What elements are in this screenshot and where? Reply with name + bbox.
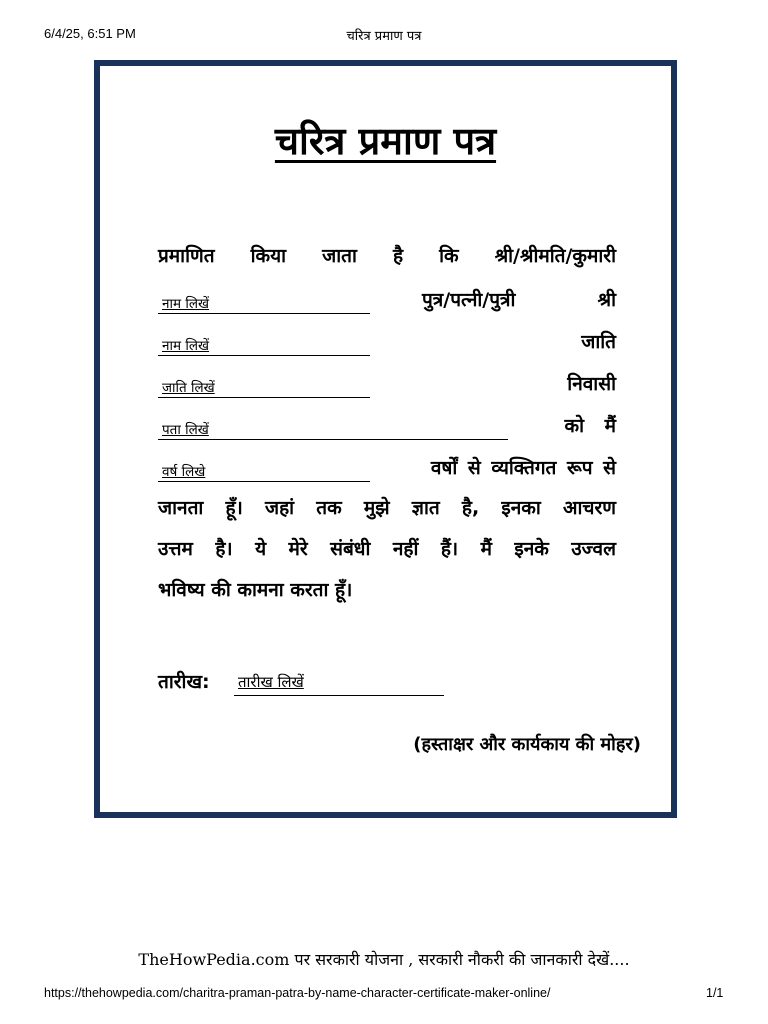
print-datetime: 6/4/25, 6:51 PM bbox=[44, 26, 136, 41]
intro-words bbox=[158, 242, 616, 268]
resident-label: निवासी bbox=[567, 373, 616, 395]
intro-word: श्री/श्रीमति/कुमारी bbox=[494, 245, 616, 267]
name-underline-1 bbox=[158, 313, 370, 314]
years-row bbox=[158, 454, 616, 486]
years-text: वर्षों से व्यक्तिगत रूप से bbox=[430, 457, 616, 479]
certificate-paragraph bbox=[158, 488, 616, 611]
years-underline bbox=[158, 481, 370, 482]
intro-word: जाता bbox=[322, 245, 357, 267]
intro-word: है bbox=[392, 245, 404, 267]
signature-note: (हस्ताक्षर और कार्यकाय की मोहर) bbox=[413, 734, 641, 755]
date-placeholder[interactable]: तारीख लिखें bbox=[238, 673, 304, 691]
page-number: 1/1 bbox=[706, 986, 724, 1000]
date-row bbox=[158, 668, 458, 700]
intro-word: कि bbox=[439, 245, 459, 267]
relation-text: पुत्र/पत्नी/पुत्री bbox=[422, 289, 516, 311]
intro-word: प्रमाणित bbox=[158, 245, 215, 267]
caste-placeholder[interactable]: जाति लिखें bbox=[162, 380, 215, 396]
certificate-title: चरित्र प्रमाण पत्र bbox=[274, 119, 497, 163]
caste-row bbox=[158, 370, 616, 402]
date-label: तारीख: bbox=[158, 671, 210, 693]
years-placeholder[interactable]: वर्ष लिखे bbox=[162, 464, 206, 480]
name-row-1 bbox=[158, 286, 616, 318]
intro-word: किया bbox=[250, 245, 287, 267]
name-placeholder-2[interactable]: नाम लिखें bbox=[162, 338, 210, 354]
caste-label: जाति bbox=[581, 331, 616, 353]
promo-footer: TheHowPedia.com पर सरकारी योजना , सरकारी नौकरी की जानकारी देखें.... bbox=[138, 950, 630, 969]
print-url[interactable]: https://thehowpedia.com/charitra-praman-patra-by-name-character-certificate-maker-online/ bbox=[44, 986, 551, 1000]
date-underline bbox=[234, 695, 444, 696]
print-doc-title: चरित्र प्रमाण पत्र bbox=[346, 29, 422, 44]
name-placeholder-1[interactable]: नाम लिखें bbox=[162, 296, 210, 312]
shri-text: श्री bbox=[597, 289, 616, 311]
ko-main-text: को मैं bbox=[564, 415, 616, 437]
intro-line bbox=[158, 242, 616, 274]
certificate-frame bbox=[94, 60, 677, 818]
caste-underline bbox=[158, 397, 370, 398]
name-underline-2 bbox=[158, 355, 370, 356]
paragraph-line-1: जानता हूँ। जहां तक मुझे ज्ञात है, इनका आचरण bbox=[158, 497, 616, 519]
address-underline bbox=[158, 439, 508, 440]
name-row-2 bbox=[158, 328, 616, 360]
address-row bbox=[158, 412, 616, 444]
address-placeholder[interactable]: पता लिखें bbox=[162, 422, 209, 438]
paragraph-line-2: उत्तम है। ये मेरे संबंधी नहीं हैं। मैं इनके उज्वल bbox=[158, 538, 616, 560]
paragraph-line-3: भविष्य की कामना करता हूँ। bbox=[158, 579, 353, 601]
